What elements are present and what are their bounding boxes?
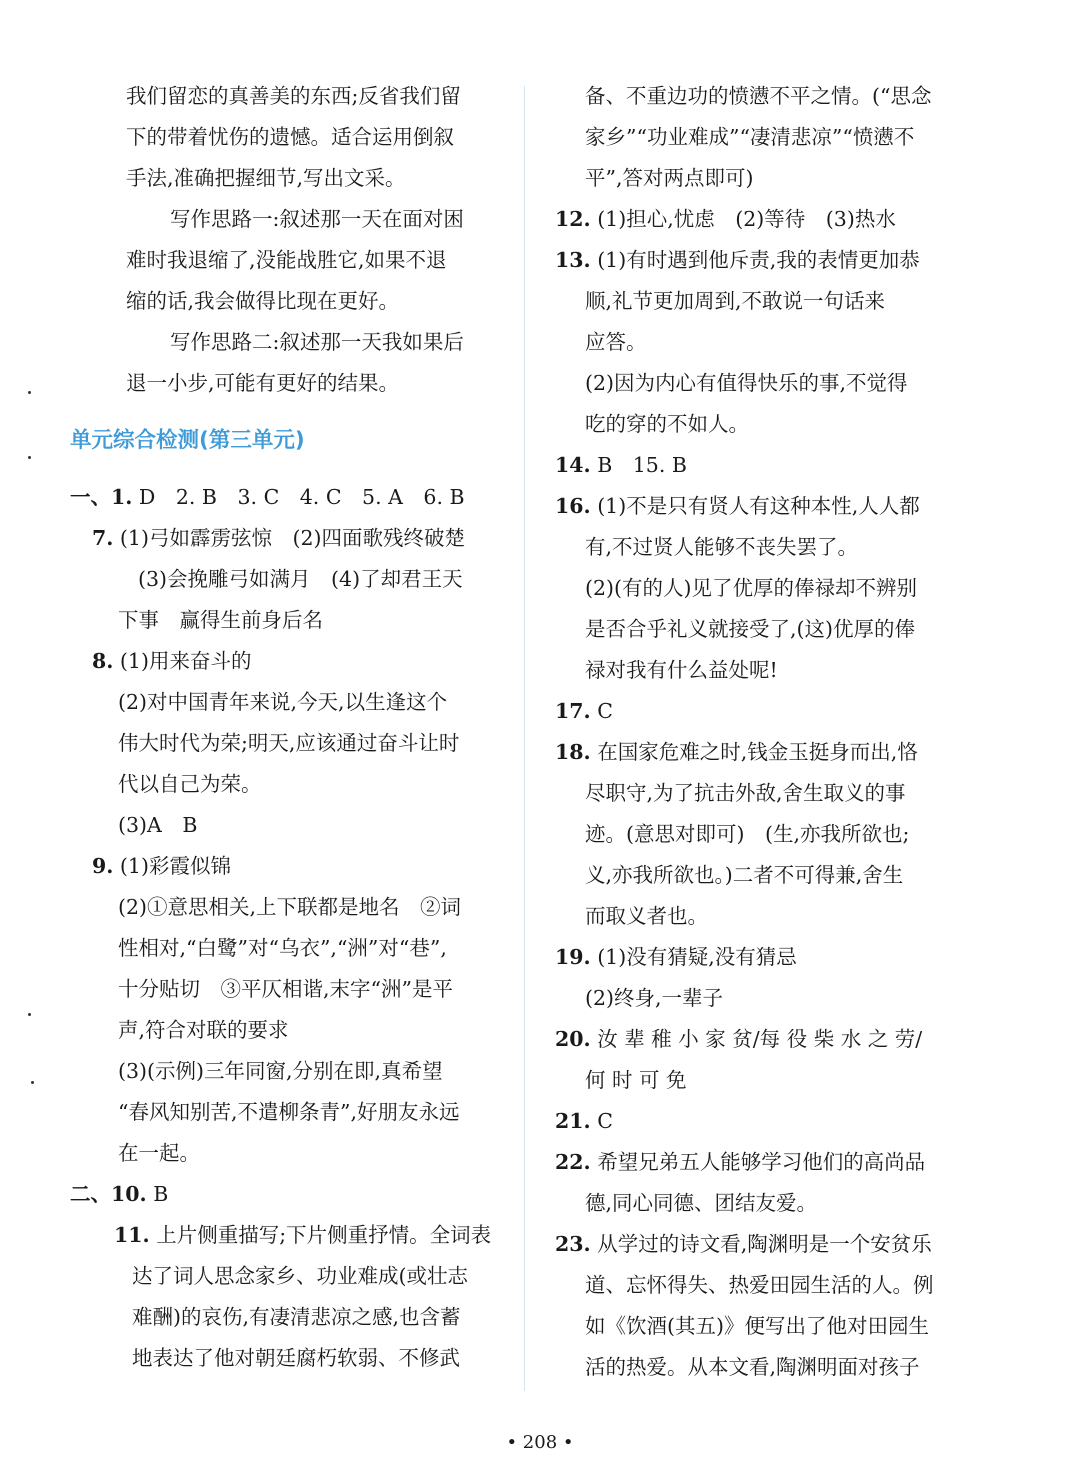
- text-line: [555, 1265, 975, 1306]
- line-text: 家乡”“功业难成”“凄清悲凉”“愤懑不: [585, 125, 915, 149]
- text-line: [555, 773, 975, 814]
- text-line: [555, 896, 975, 937]
- text-line: [70, 682, 512, 723]
- question-number: 21.: [555, 1109, 591, 1133]
- line-text: (1)有时遇到他斥责,我的表情更加恭: [590, 248, 920, 272]
- line-text: 退一小步,可能有更好的结果。: [126, 371, 400, 395]
- text-line: [555, 650, 975, 691]
- text-line: [70, 322, 512, 363]
- answer-item: [70, 1215, 512, 1256]
- line-text: 难时我退缩了,没能战胜它,如果不退: [126, 248, 447, 272]
- text-line: [70, 887, 512, 928]
- question-number: 12.: [555, 207, 591, 231]
- text-line: [70, 969, 512, 1010]
- line-text: 顺,礼节更加周到,不敢说一句话来: [585, 289, 886, 313]
- line-text: 备、不重边功的愤懑不平之情。(“思念: [585, 84, 932, 108]
- text-line: [555, 609, 975, 650]
- line-text: 声,符合对联的要求: [118, 1018, 289, 1042]
- answer-item: [555, 199, 975, 240]
- answer-list-left: [70, 477, 512, 1379]
- margin-dot: [28, 456, 31, 459]
- line-text: 写作思路一:叙述那一天在面对困: [170, 207, 464, 231]
- answer-item: [70, 518, 512, 559]
- page-number: • 208 •: [506, 1432, 574, 1453]
- line-text: 何 时 可 免: [585, 1068, 687, 1092]
- text-line: [555, 1306, 975, 1347]
- line-text: 汝 辈 稚 小 家 贫/每 役 柴 水 之 劳/: [590, 1027, 923, 1051]
- line-text: (1)彩霞似锦: [113, 854, 231, 878]
- text-line: [555, 527, 975, 568]
- line-text: 有,不过贤人能够不丧失罢了。: [585, 535, 859, 559]
- text-line: [70, 240, 512, 281]
- text-line: [555, 363, 975, 404]
- text-line: [70, 1256, 512, 1297]
- line-text: 应答。: [585, 330, 647, 354]
- text-line: [555, 1347, 975, 1388]
- question-number: 9.: [92, 854, 114, 878]
- line-text: (2)①意思相关,上下联都是地名 ②词: [118, 895, 462, 919]
- question-number: 23.: [555, 1232, 591, 1256]
- text-line: [555, 322, 975, 363]
- line-text: (3)A B: [118, 813, 198, 837]
- right-column: [555, 76, 975, 1388]
- line-text: 十分贴切 ③平仄相谐,末字“洲”是平: [118, 977, 453, 1001]
- line-text: 缩的话,我会做得比现在更好。: [126, 289, 400, 313]
- line-text: (1)担心,忧虑 (2)等待 (3)热水: [590, 207, 896, 231]
- line-text: B: [146, 1182, 169, 1206]
- answer-item: [70, 1174, 512, 1215]
- line-text: 在一起。: [118, 1141, 200, 1165]
- text-line: [555, 158, 975, 199]
- answer-item: [555, 1142, 975, 1183]
- line-text: C: [590, 699, 613, 723]
- line-text: 平”,答对两点即可): [585, 166, 754, 190]
- line-text: (1)不是只有贤人有这种本性,人人都: [590, 494, 920, 518]
- answer-item: [555, 1224, 975, 1265]
- line-text: 吃的穿的不如人。: [585, 412, 749, 436]
- text-line: [555, 404, 975, 445]
- line-text: 手法,准确把握细节,写出文采。: [126, 166, 406, 190]
- answer-item: [555, 732, 975, 773]
- question-number: 7.: [92, 526, 114, 550]
- text-line: [70, 363, 512, 404]
- question-number: 二、10.: [70, 1182, 147, 1206]
- question-number: 17.: [555, 699, 591, 723]
- text-line: [70, 1338, 512, 1379]
- text-line: [70, 199, 512, 240]
- text-line: [70, 1133, 512, 1174]
- answer-item: [70, 641, 512, 682]
- text-line: [70, 723, 512, 764]
- line-text: 我们留恋的真善美的东西;反省我们留: [126, 84, 461, 108]
- line-text: 代以自己为荣。: [118, 772, 262, 796]
- text-line: [70, 805, 512, 846]
- line-text: D 2. B 3. C 4. C 5. A 6. B: [132, 485, 465, 509]
- line-text: 希望兄弟五人能够学习他们的高尚品: [590, 1150, 926, 1174]
- answer-item: [70, 846, 512, 887]
- line-text: 上片侧重描写;下片侧重抒情。全词表: [149, 1223, 492, 1247]
- line-text: 如《饮酒(其五)》便写出了他对田园生: [585, 1314, 929, 1338]
- text-line: [555, 855, 975, 896]
- left-column: [70, 76, 512, 1379]
- line-text: 禄对我有什么益处呢!: [585, 658, 778, 682]
- line-text: C: [590, 1109, 613, 1133]
- margin-dot: [31, 1081, 34, 1084]
- question-number: 22.: [555, 1150, 591, 1174]
- line-text: 在国家危难之时,钱金玉挺身而出,恪: [590, 740, 918, 764]
- line-text: 活的热爱。从本文看,陶渊明面对孩子: [585, 1355, 920, 1379]
- margin-dot: [28, 391, 31, 394]
- line-text: 是否合乎礼义就接受了,(这)优厚的俸: [585, 617, 916, 641]
- line-text: “春风知别苦,不遣柳条青”,好朋友永远: [118, 1100, 460, 1124]
- line-text: (3)会挽雕弓如满月 (4)了却君王天: [138, 567, 463, 591]
- line-text: (1)没有猜疑,没有猜忌: [590, 945, 797, 969]
- line-text: 下事 赢得生前身后名: [118, 608, 323, 632]
- line-text: 迹。(意思对即可) (生,亦我所欲也;: [585, 822, 910, 846]
- answer-item: [555, 486, 975, 527]
- line-text: (2)(有的人)见了优厚的俸禄却不辨别: [585, 576, 918, 600]
- answer-item: [555, 1101, 975, 1142]
- question-number: 14.: [555, 453, 591, 477]
- text-line: [70, 158, 512, 199]
- text-line: [555, 568, 975, 609]
- margin-dot: [28, 1013, 31, 1016]
- line-text: 而取义者也。: [585, 904, 708, 928]
- text-line: [70, 764, 512, 805]
- answer-item: [555, 691, 975, 732]
- text-line: [70, 1092, 512, 1133]
- text-line: [70, 928, 512, 969]
- question-number: 20.: [555, 1027, 591, 1051]
- text-line: [555, 978, 975, 1019]
- text-line: [70, 117, 512, 158]
- text-line: [555, 814, 975, 855]
- line-text: 德,同心同德、团结友爱。: [585, 1191, 818, 1215]
- line-text: 地表达了他对朝廷腐朽软弱、不修武: [132, 1346, 460, 1370]
- line-text: (2)对中国青年来说,今天,以生逢这个: [118, 690, 448, 714]
- line-text: (1)用来奋斗的: [113, 649, 252, 673]
- question-number: 8.: [92, 649, 114, 673]
- line-text: (1)弓如霹雳弦惊 (2)四面歌残终破楚: [113, 526, 465, 550]
- text-line: [70, 1297, 512, 1338]
- answer-item: [70, 477, 512, 518]
- question-number: 16.: [555, 494, 591, 518]
- line-text: 下的带着忧伤的遗憾。适合运用倒叙: [126, 125, 454, 149]
- line-text: 义,亦我所欲也。)二者不可得兼,舍生: [585, 863, 904, 887]
- question-number: 11.: [114, 1223, 150, 1247]
- line-text: 写作思路二:叙述那一天我如果后: [170, 330, 464, 354]
- question-number: 18.: [555, 740, 591, 764]
- line-text: 从学过的诗文看,陶渊明是一个安贫乐: [590, 1232, 932, 1256]
- question-number: 19.: [555, 945, 591, 969]
- text-line: [70, 600, 512, 641]
- text-line: [70, 1051, 512, 1092]
- text-line: [555, 1060, 975, 1101]
- line-text: 道、忘怀得失、热爱田园生活的人。例: [585, 1273, 934, 1297]
- question-number: 一、1.: [70, 485, 133, 509]
- answer-item: [555, 937, 975, 978]
- line-text: (2)因为内心有值得快乐的事,不觉得: [585, 371, 908, 395]
- question-number: 13.: [555, 248, 591, 272]
- text-line: [70, 281, 512, 322]
- text-line: [555, 1183, 975, 1224]
- left-text-block: [70, 76, 512, 404]
- answer-item: [555, 240, 975, 281]
- text-line: [555, 281, 975, 322]
- section-title: 单元综合检测(第三单元): [70, 428, 305, 453]
- text-line: [70, 1010, 512, 1051]
- line-text: B 15. B: [590, 453, 687, 477]
- line-text: 尽职守,为了抗击外敌,舍生取义的事: [585, 781, 906, 805]
- line-text: (2)终身,一辈子: [585, 986, 724, 1010]
- text-line: [555, 117, 975, 158]
- text-line: [555, 76, 975, 117]
- line-text: 伟大时代为荣;明天,应该通过奋斗让时: [118, 731, 460, 755]
- column-divider: [524, 86, 525, 1391]
- line-text: 达了词人思念家乡、功业难成(或壮志: [132, 1264, 468, 1288]
- answer-item: [555, 445, 975, 486]
- answer-item: [555, 1019, 975, 1060]
- text-line: [70, 76, 512, 117]
- text-line: [70, 559, 512, 600]
- line-text: (3)(示例)三年同窗,分别在即,真希望: [118, 1059, 443, 1083]
- line-text: 难酬)的哀伤,有凄清悲凉之感,也含蓄: [132, 1305, 461, 1329]
- line-text: 性相对,“白鹭”对“乌衣”,“洲”对“巷”,: [118, 936, 447, 960]
